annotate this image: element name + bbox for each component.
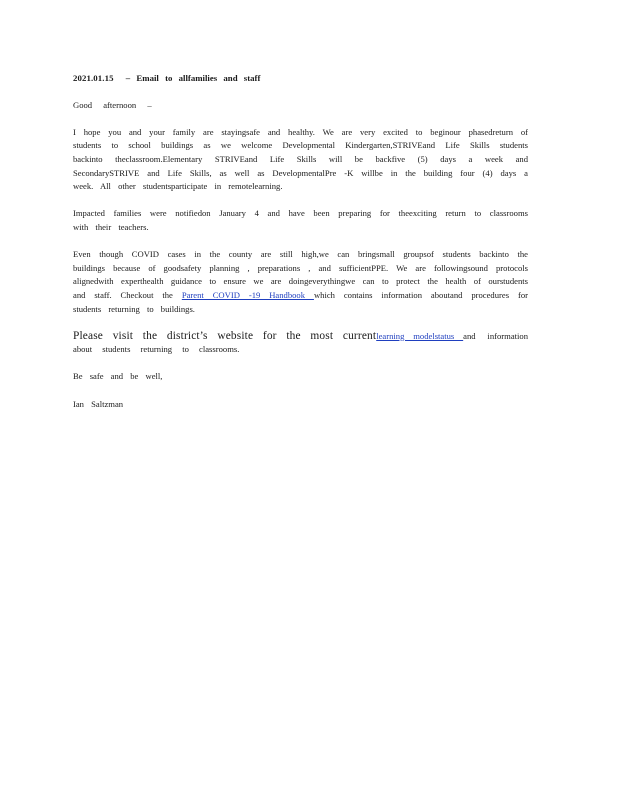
closing-line: Be safe and be well,	[73, 371, 163, 382]
document-heading	[73, 72, 528, 86]
heading-date: 2021.01.15	[73, 73, 114, 83]
signature: Ian Saltzman	[73, 398, 124, 409]
learning-model-status-link[interactable]: learning modelstatus	[376, 330, 464, 341]
paragraph-safety-text: Even though COVID cases in the county are still high,we can bringsmall groupsof students backinto the buildings because of goodsafety planning , preparations , and sufficientPPE. We are followingsound protocols alignedwith experthealth guidance to ensure we are doingeverythingwe can to protect the health of ourstudents and staff. Checkout the	[73, 249, 528, 300]
paragraph-notified: Impacted families were notifiedon January 4 and have been preparing for theexciting return to classrooms with their teachers.	[73, 208, 528, 232]
parent-covid-handbook-link[interactable]: Parent COVID -19 Handbook	[181, 289, 314, 300]
paragraph-intro: I hope you and your family are stayingsafe and healthy. We are very excited to beginour phasedreturn of students to school buildings as we welcome Developmental Kindergarten,STRIVEand Life Skills students backinto theclassroom.Elementary STRIVEand Life Skills will be backfive (5) days a week and SecondarySTRIVE and Life Skills, as well as DevelopmentalPre -K willbe in the building four (4) days a week. All other studentsparticipate in remotelearning.	[73, 126, 528, 192]
visit-lead-text: Please visit the district’s website for the most current	[73, 329, 377, 342]
visit-tail-text: and information about students returning to classrooms.	[73, 330, 529, 355]
greeting: Good afternoon –	[73, 99, 152, 110]
paragraph-visit	[73, 330, 528, 357]
document-body	[73, 72, 528, 425]
paragraph-safety	[73, 248, 528, 316]
heading-text: – Email to allfamilies and staff	[125, 73, 261, 83]
paragraph-safety-text-end: which contains information aboutand procedures for students returning to buildings.	[73, 289, 528, 314]
